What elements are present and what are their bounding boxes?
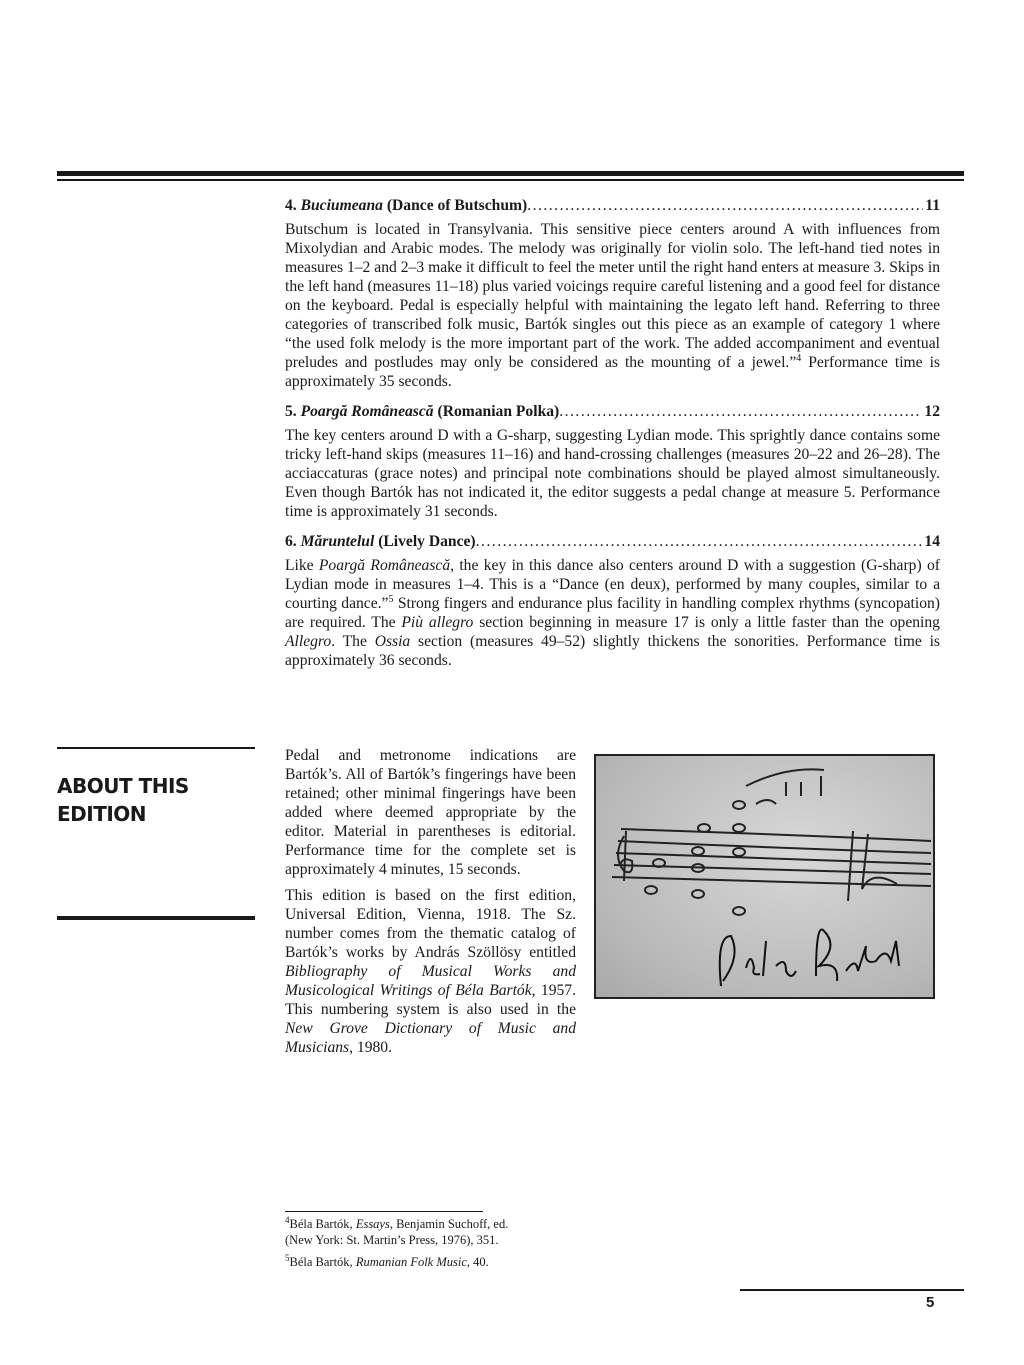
footnote-ref: 5 [388,594,394,605]
entry-page: 12 [924,403,940,420]
entry-number: 6. [285,533,297,550]
entry-page: 11 [925,197,940,214]
entry-title-italic: Măruntelul [300,533,375,550]
heading-line: ABOUT THIS [57,774,189,798]
section-rule-bottom [57,916,255,920]
piece-notes [285,196,940,681]
manuscript-illustration [596,756,933,997]
heading-line: EDITION [57,802,147,826]
italic-text: Allegro [285,633,332,650]
entry-heading [285,532,940,551]
entry-title [285,402,559,421]
entry-number: 5. [285,403,297,420]
text: Performance time is approximately 35 seconds. [285,354,940,390]
text: (New York: St. Martin’s Press, 1976), 351. [285,1233,499,1247]
entry-page: 14 [924,533,940,550]
footnote-ref: 4 [285,1215,290,1225]
entry-heading [285,196,940,215]
entry-body [285,220,940,391]
text: , the key in this dance also centers around D with a suggestion (G-sharp) of Lydian mode in measures 1–4. This is a “Dance (en deux), performed by many couples, similar to a courting dance.” [285,557,940,612]
text: section (measures 49–52) slightly thickens the sonorities. Performance time is approximately 36 seconds. [285,633,940,669]
entry-title-translation: (Dance of Butschum) [386,197,528,214]
entry-title-translation: (Romanian Polka) [437,403,560,420]
italic-text: Ossia [374,633,411,650]
entry-title-italic: Buciumeana [300,197,383,214]
text: The key centers around D with a G-sharp, suggesting Lydian mode. This sprightly dance contains some tricky left-hand skips (measures 11–16) and hand-crossing challenges (measures 20–22 and 26–28). The acciaccaturas (grace notes) and principal note combinations should be played almost simultaneously. Even though Bartók has not indicated it, the editor suggests a pedal change at measure 5. Performance time is approximately 31 seconds. [285,427,940,520]
top-rule-thick [57,171,964,176]
text: , 1957. This numbering system is also used in the [285,982,576,1018]
text: Strong fingers and endurance plus facility in handling complex rhythms (syncopation) are required. The [285,595,941,631]
text: Butschum is located in Transylvania. This sensitive piece centers around A with influences from Mixolydian and Arabic modes. The melody was originally for violin solo. The left-hand tied notes in measures 1–2 and 2–3 make it difficult to feel the meter until the right hand enters at measure 3. Skips in the left hand (measures 11–18) plus varied voicings require careful listening and a good feel for distance on the keyboard. Pedal is especially helpful with maintaining the legato left hand. Referring to three categories of transcribed folk music, Bartók singles out this piece as an example of category 1 where “the used folk melody is the more important part of the work. The added accompaniment and eventual preludes and postludes may only be considered as the mounting of a jewel.” [285,221,940,371]
entry-body [285,556,940,670]
about-edition-text [285,746,576,1064]
footnote-5 [285,1254,508,1270]
text: , Benjamin Suchoff, ed. [389,1217,509,1231]
text: , 40. [466,1255,489,1269]
signature [720,929,899,986]
footnote-rule [285,1211,483,1212]
footnote-4 [285,1216,508,1248]
text: Like [285,557,319,574]
bartok-manuscript-signature-image [594,754,935,999]
italic-text: Bibliography of Musical Works and Musicological Writings of Béla Bartók [285,963,576,999]
italic-text: Poargă Românească [318,557,451,574]
text: Béla Bartók, [289,1217,356,1231]
entry-title-italic: Poargă Românească [300,403,434,420]
entry-5 [285,402,940,521]
section-rule-top [57,747,255,749]
section-heading-about-this-edition [57,772,189,828]
leader-dots [559,402,922,421]
leader-dots [527,196,923,215]
page-number: 5 [926,1294,935,1311]
italic-text: Rumanian Folk Music [355,1255,467,1269]
footnote-ref: 5 [285,1253,290,1263]
text: , 1980. [349,1039,392,1056]
about-paragraph [285,746,576,879]
entry-4 [285,196,940,391]
text: . The [331,633,375,650]
top-rule-thin [57,179,964,181]
about-paragraph [285,886,576,1057]
entry-6 [285,532,940,670]
italic-text: Essays [355,1217,390,1231]
footnote-ref: 4 [796,353,802,364]
entry-number: 4. [285,197,297,214]
italic-text: Più allegro [401,614,474,631]
entry-title-translation: (Lively Dance) [378,533,476,550]
entry-title [285,196,527,215]
entry-body [285,426,940,521]
page-number-rule [740,1289,964,1291]
text: Béla Bartók, [289,1255,356,1269]
text: section beginning in measure 17 is only a little faster than the opening [473,614,940,631]
text: Pedal and metronome indications are Bartók’s. All of Bartók’s fingerings have been retained; other minimal fingerings have been added where deemed appropriate by the editor. Material in parentheses is editorial. Performance time for the complete set is approximately 4 minutes, 15 seconds. [285,747,576,878]
entry-heading [285,402,940,421]
entry-title [285,532,476,551]
italic-text: New Grove Dictionary of Music and Musicians [285,1020,576,1056]
footnotes [285,1216,508,1276]
text: This edition is based on the first edition, Universal Edition, Vienna, 1918. The Sz. number comes from the thematic catalog of Bartók’s works by András Szöllösy entitled [285,887,576,961]
leader-dots [476,532,923,551]
